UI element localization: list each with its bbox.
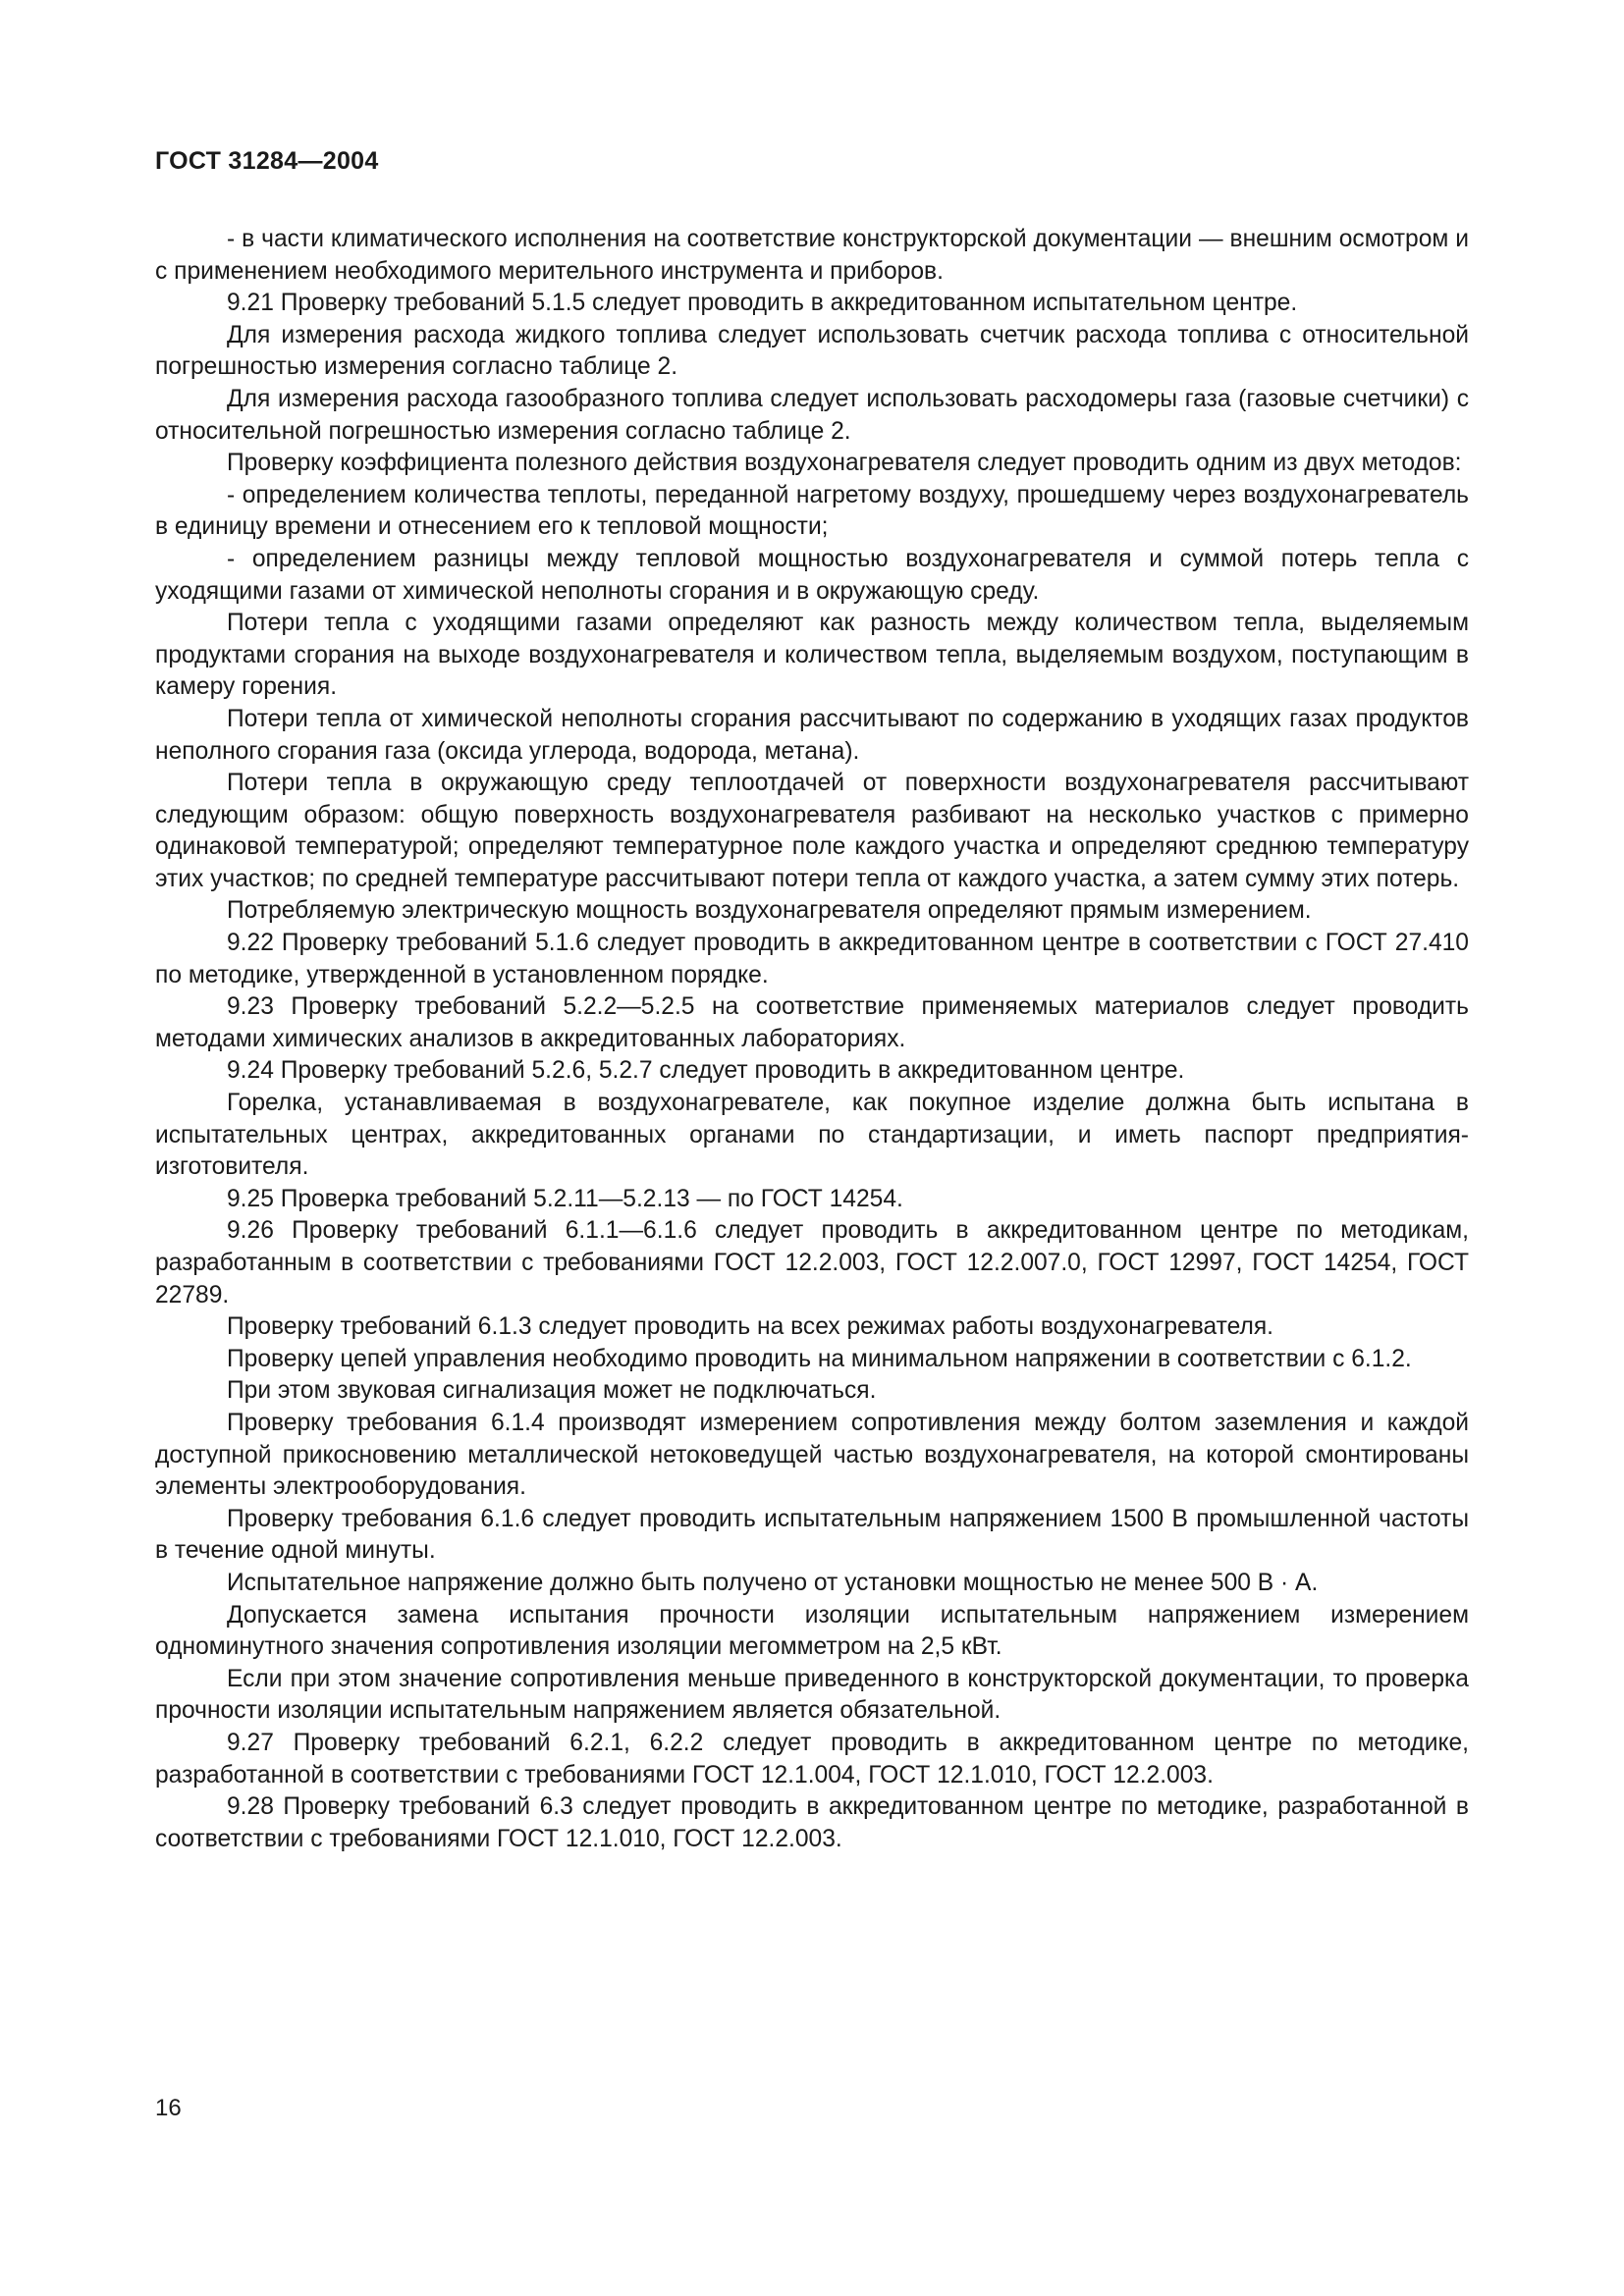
paragraph-9-28: 9.28 Проверку требований 6.3 следует проводить в аккредитованном центре по методике, разработанной в соответствии с требованиями ГОСТ 12.1.010, ГОСТ 12.2.003. (155, 1793, 1469, 1852)
paragraph-9-25: 9.25 Проверка требований 5.2.11—5.2.13 — по ГОСТ 14254. (227, 1185, 903, 1212)
paragraph-environment-losses: Потери тепла в окружающую среду теплоотдачей от поверхности воздухонагревателя рассчитывают следующим образом: общую поверхность воздухонагревателя разбивают на несколько участков с примерно одинаковой температурой; определяют температурное поле каждого участка и определяют среднюю температуру этих участков; по средней температуре рассчитывают потери тепла от каждого участка, а затем сумму этих потерь. (155, 770, 1469, 892)
paragraph-9-26: 9.26 Проверку требований 6.1.1—6.1.6 следует проводить в аккредитованном центре по методикам, разработанным в соответствии с требованиями ГОСТ 12.2.003, ГОСТ 12.2.007.0, ГОСТ 12997, ГОСТ 14254, ГОСТ 22789. (155, 1217, 1469, 1308)
paragraph-insulation-mandatory: Если при этом значение сопротивления меньше приведенного в конструкторской документации, то проверка прочности изоляции испытательным напряжением является обязательной. (155, 1665, 1469, 1725)
page-number: 16 (155, 2095, 182, 2121)
paragraph-insulation-replacement: Допускается замена испытания прочности изоляции испытательным напряжением измерением одноминутного значения сопротивления изоляции мегомметром на 2,5 кВт. (155, 1601, 1469, 1661)
paragraph-method-heat-quantity: - определением количества теплоты, переданной нагретому воздуху, прошедшему через воздухонагреватель в единицу времени и отнесением его к тепловой мощности; (155, 481, 1469, 541)
document-body (155, 224, 1469, 1855)
paragraph-electric-power: Потребляемую электрическую мощность воздухонагревателя определяют прямым измерением. (227, 897, 1312, 925)
paragraph-9-21: 9.21 Проверку требований 5.1.5 следует проводить в аккредитованном испытательном центре. (227, 290, 1298, 317)
paragraph-9-24: 9.24 Проверку требований 5.2.6, 5.2.7 следует проводить в аккредитованном центре. (227, 1057, 1185, 1085)
document-header-title: ГОСТ 31284—2004 (155, 147, 379, 175)
paragraph-chemical-losses: Потери тепла от химической неполноты сгорания рассчитывают по содержанию в уходящих газах продуктов неполного сгорания газа (оксида углерода, водорода, метана). (155, 705, 1469, 765)
paragraph-gas-fuel: Для измерения расхода газообразного топлива следует использовать расходомеры газа (газовые счетчики) с относительной погрешностью измерения согласно таблице 2. (155, 385, 1469, 445)
paragraph-climatic: - в части климатического исполнения на соответствие конструкторской документации — внешним осмотром и с применением необходимого мерительного инструмента и приборов. (155, 226, 1469, 285)
paragraph-6-1-3: Проверку требований 6.1.3 следует проводить на всех режимах работы воздухонагревателя. (227, 1313, 1273, 1341)
paragraph-6-1-4: Проверку требования 6.1.4 производят измерением сопротивления между болтом заземления и каждой доступной прикосновению металлической нетоковедущей частью воздухонагревателя, на которой смонтированы элементы электрооборудования. (155, 1409, 1469, 1501)
paragraph-efficiency-methods: Проверку коэффициента полезного действия воздухонагревателя следует проводить одним из двух методов: (227, 450, 1462, 477)
paragraph-9-27: 9.27 Проверку требований 6.2.1, 6.2.2 следует проводить в аккредитованном центре по методике, разработанной в соответствии с требованиями ГОСТ 12.1.004, ГОСТ 12.1.010, ГОСТ 12.2.003. (155, 1729, 1469, 1789)
paragraph-test-voltage: Испытательное напряжение должно быть получено от установки мощностью не менее 500 В · А. (227, 1569, 1319, 1596)
paragraph-method-difference: - определением разницы между тепловой мощностью воздухонагревателя и суммой потерь тепла с уходящими газами от химической неполноты сгорания и в окружающую среду. (155, 545, 1469, 605)
paragraph-9-22: 9.22 Проверку требований 5.1.6 следует проводить в аккредитованном центре в соответствии с ГОСТ 27.410 по методике, утвержденной в установленном порядке. (155, 930, 1469, 988)
paragraph-sound-alarm: При этом звуковая сигнализация может не подключаться. (227, 1377, 877, 1405)
paragraph-6-1-6: Проверку требования 6.1.6 следует проводить испытательным напряжением 1500 В промышленной частоты в течение одной минуты. (155, 1505, 1469, 1565)
paragraph-control-circuits: Проверку цепей управления необходимо проводить на минимальном напряжении в соответствии с 6.1.2. (227, 1345, 1412, 1372)
paragraph-9-23: 9.23 Проверку требований 5.2.2—5.2.5 на соответствие применяемых материалов следует проводить методами химических анализов в аккредитованных лабораториях. (155, 993, 1469, 1052)
paragraph-burner: Горелка, устанавливаемая в воздухонагревателе, как покупное изделие должна быть испытана в испытательных центрах, аккредитованных органами по стандартизации, и иметь паспорт предприятия-изготовителя. (155, 1090, 1469, 1181)
paragraph-flue-gas-losses: Потери тепла с уходящими газами определяют как разность между количеством тепла, выделяемым продуктами сгорания на выходе воздухонагревателя и количеством тепла, выделяемым воздухом, поступающим в камеру горения. (155, 610, 1469, 701)
paragraph-liquid-fuel: Для измерения расхода жидкого топлива следует использовать счетчик расхода топлива с относительной погрешностью измерения согласно таблице 2. (155, 321, 1469, 381)
